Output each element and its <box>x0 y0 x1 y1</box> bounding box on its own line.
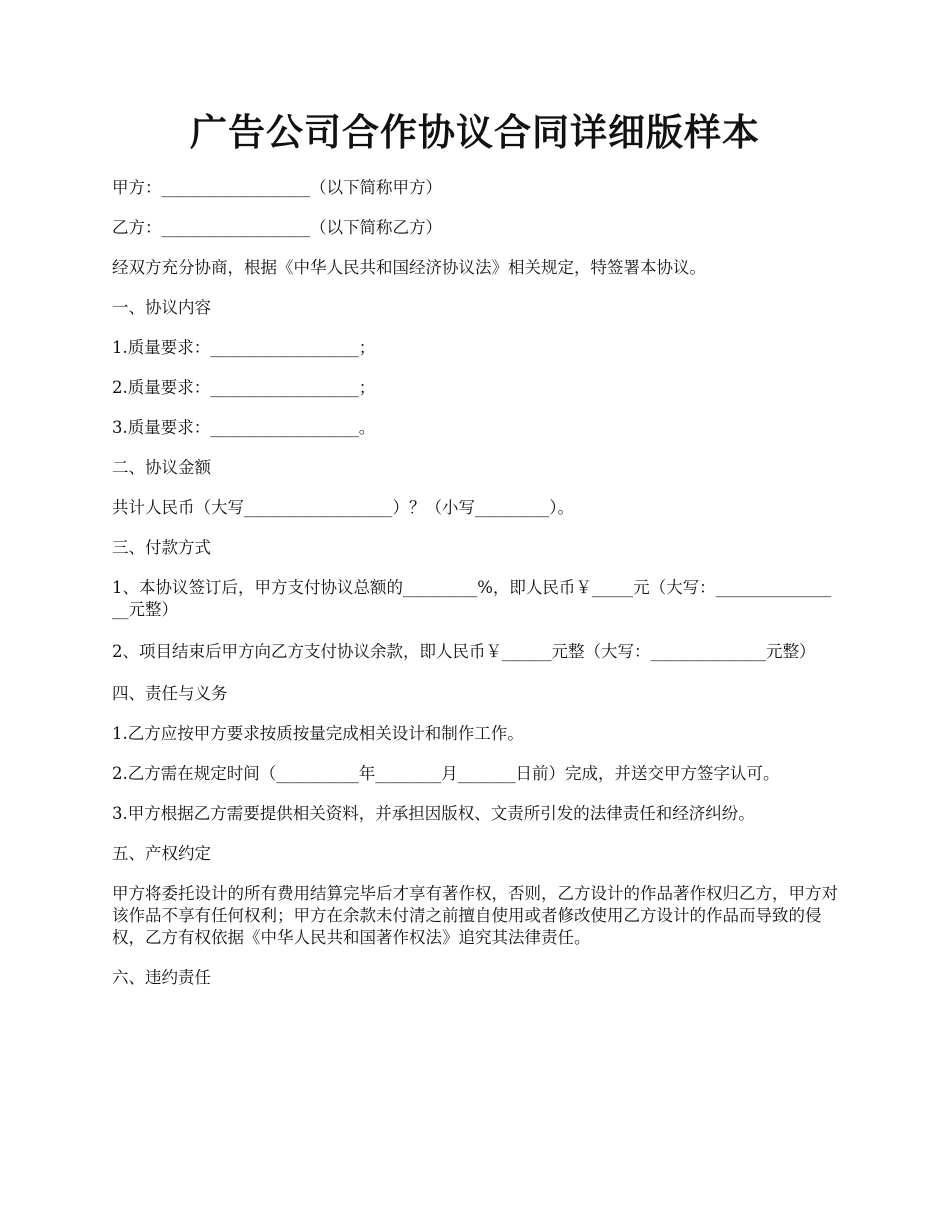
quality-requirement-1: 1.质量要求：__________________； <box>112 337 376 357</box>
quality-requirement-2: 2.质量要求：__________________； <box>112 377 376 397</box>
property-rights-paragraph: 甲方将委托设计的所有费用结算完毕后才享有著作权，否则，乙方设计的作品著作权归乙方，甲方对该作品不享有任何权利；甲方在余款未付清之前擅自使用或者修改使用乙方设计的作品而导致的侵权，乙方有权依据《中华人民共和国著作权法》追究其法律责任。 <box>112 883 838 947</box>
document-title: 广告公司合作协议合同详细版样本 <box>190 110 760 154</box>
quality-requirement-3: 3.质量要求：__________________。 <box>112 417 376 437</box>
section-heading-5: 五、产权约定 <box>112 843 211 863</box>
amount-line: 共计人民币（大写__________________）？（小写_________）。 <box>112 497 574 517</box>
document-body <box>112 177 838 989</box>
responsibility-3: 3.甲方根据乙方需要提供相关资料，并承担因版权、文责所引发的法律责任和经济纠纷。 <box>112 803 755 823</box>
section-heading-3: 三、付款方式 <box>112 537 211 557</box>
responsibility-1: 1.乙方应按甲方要求按质按量完成相关设计和制作工作。 <box>112 723 524 743</box>
section-heading-6: 六、违约责任 <box>112 967 211 987</box>
responsibility-2: 2.乙方需在规定时间（__________年________月_______日前）完成，并送交甲方签字认可。 <box>112 763 780 783</box>
payment-term-2: 2、项目结束后甲方向乙方支付协议余款，即人民币￥______元整（大写：______________元整） <box>112 641 816 661</box>
section-heading-1: 一、协议内容 <box>112 297 211 317</box>
payment-term-1: 1、本协议签订后，甲方支付协议总额的_________%，即人民币￥_____元（大写：________________元整） <box>112 577 832 619</box>
section-heading-2: 二、协议金额 <box>112 457 211 477</box>
party-a-line: 甲方：__________________（以下简称甲方） <box>112 177 442 197</box>
section-heading-4: 四、责任与义务 <box>112 683 228 703</box>
intro-paragraph: 经双方充分协商，根据《中华人民共和国经济协议法》相关规定，特签署本协议。 <box>112 257 706 277</box>
party-b-line: 乙方：__________________（以下简称乙方） <box>112 217 442 237</box>
